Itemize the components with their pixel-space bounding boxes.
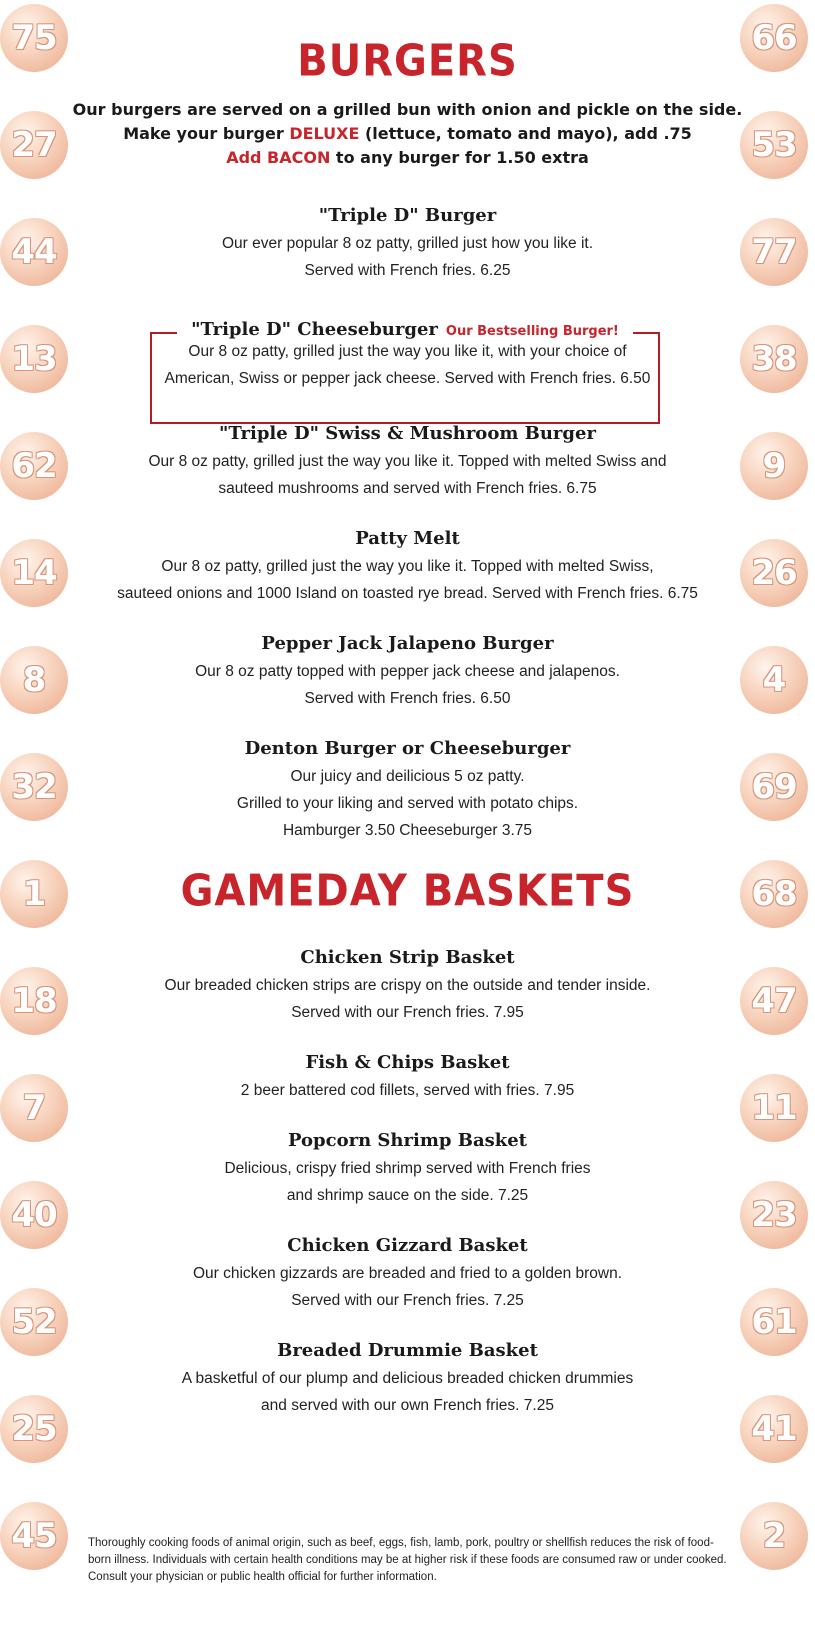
ball-left-3: 44: [0, 218, 68, 286]
item-desc: Our ever popular 8 oz patty, grilled just how you like it.: [221, 235, 594, 252]
item-name: Denton Burger or Cheeseburger: [244, 738, 571, 759]
item-desc: Our chicken gizzards are breaded and fried to a golden brown.: [192, 1265, 623, 1282]
menu-item: [100, 1337, 715, 1419]
menu-item: [100, 1127, 715, 1209]
item-name: "Triple D" Cheeseburger: [191, 319, 438, 340]
ball-right-10: 47: [740, 967, 808, 1035]
item-name: Fish & Chips Basket: [305, 1052, 510, 1073]
ball-right-8: 69: [740, 753, 808, 821]
item-desc: A basketful of our plump and delicious breaded chicken drummies: [181, 1370, 634, 1387]
menu-item: [100, 338, 715, 392]
ball-right-13: 61: [740, 1288, 808, 1356]
ball-left-2: 27: [0, 111, 68, 179]
item-desc: Hamburger 3.50 Cheeseburger 3.75: [282, 822, 532, 839]
ball-right-9: 68: [740, 860, 808, 928]
ball-right-2: 53: [740, 111, 808, 179]
ball-right-6: 26: [740, 539, 808, 607]
item-desc: sauteed mushrooms and served with French fries. 6.75: [218, 480, 597, 497]
ball-left-4: 13: [0, 325, 68, 393]
bacon-highlight: Add BACON: [226, 148, 331, 167]
item-name: "Triple D" Swiss & Mushroom Burger: [219, 423, 596, 444]
ball-right-5: 9: [740, 432, 808, 500]
item-name: Chicken Gizzard Basket: [287, 1235, 528, 1256]
item-name: Chicken Strip Basket: [300, 947, 515, 968]
item-desc: Our juicy and deilicious 5 oz patty.: [290, 768, 525, 785]
item-desc: Served with French fries. 6.50: [304, 690, 511, 707]
ball-left-6: 14: [0, 539, 68, 607]
item-desc: and served with our own French fries. 7.25: [261, 1397, 554, 1414]
item-desc: Served with our French fries. 7.25: [291, 1292, 524, 1309]
intro-line-2-a: Make your burger: [123, 124, 290, 143]
ball-right-12: 23: [740, 1181, 808, 1249]
menu-item: [90, 525, 725, 607]
item-desc: Our 8 oz patty, grilled just the way you like it. Topped with melted Swiss,: [161, 558, 654, 575]
item-name: Popcorn Shrimp Basket: [287, 1130, 527, 1151]
menu-item: [100, 630, 715, 712]
burgers-heading: BURGERS: [297, 35, 518, 87]
ball-right-7: 4: [740, 646, 808, 714]
item-desc: 2 beer battered cod fillets, served with fries. 7.95: [240, 1082, 575, 1099]
health-disclaimer: Thoroughly cooking foods of animal origin, such as beef, eggs, fish, lamb, pork, poultry or shellfish reduces the risk of food-born illness. Individuals with certain health conditions may be at higher risk if these foods are consumed raw or under cooked. Consult your physician or public health official for further information.: [88, 1537, 727, 1583]
ball-left-5: 62: [0, 432, 68, 500]
baskets-heading: GAMEDAY BASKETS: [180, 865, 635, 917]
item-desc: and shrimp sauce on the side. 7.25: [286, 1187, 529, 1204]
ball-left-9: 1: [0, 860, 68, 928]
ball-left-11: 7: [0, 1074, 68, 1142]
ball-left-13: 52: [0, 1288, 68, 1356]
ball-right-11: 11: [740, 1074, 808, 1142]
menu-item: [100, 1232, 715, 1314]
burgers-intro: [0, 98, 815, 170]
intro-line-1: Our burgers are served on a grilled bun with onion and pickle on the side.: [72, 100, 743, 119]
bestseller-tag: Our Bestselling Burger!: [445, 324, 619, 339]
item-name: Patty Melt: [355, 528, 460, 549]
ball-left-12: 40: [0, 1181, 68, 1249]
item-desc: Served with French fries. 6.25: [304, 262, 511, 279]
item-desc: Our 8 oz patty topped with pepper jack cheese and jalapenos.: [195, 663, 620, 680]
item-name: Pepper Jack Jalapeno Burger: [261, 633, 554, 654]
item-desc: Grilled to your liking and served with potato chips.: [236, 795, 579, 812]
ball-left-14: 25: [0, 1395, 68, 1463]
intro-line-2-b: (lettuce, tomato and mayo), add .75: [359, 124, 692, 143]
intro-line-2: [0, 122, 815, 146]
menu-item: [90, 420, 725, 502]
intro-line-3-b: to any burger for 1.50 extra: [330, 148, 589, 167]
item-desc: Served with our French fries. 7.95: [291, 1004, 524, 1021]
item-desc: Our 8 oz patty, grilled just the way you like it, with your choice of: [188, 343, 627, 360]
item-desc: Delicious, crispy fried shrimp served with French fries: [224, 1160, 591, 1177]
menu-item: [100, 944, 715, 1026]
menu-item: [100, 1049, 715, 1104]
ball-left-1: 75: [0, 4, 68, 72]
ball-left-7: 8: [0, 646, 68, 714]
ball-right-1: 66: [740, 4, 808, 72]
menu-item: [100, 202, 715, 284]
intro-line-3: [0, 146, 815, 170]
ball-right-14: 41: [740, 1395, 808, 1463]
ball-right-3: 77: [740, 218, 808, 286]
item-desc: sauteed onions and 1000 Island on toasted rye bread. Served with French fries. 6.75: [117, 585, 698, 602]
item-name: "Triple D" Burger: [318, 205, 497, 226]
item-desc: Our breaded chicken strips are crispy on the outside and tender inside.: [164, 977, 651, 994]
deluxe-highlight: DELUXE: [289, 124, 360, 143]
ball-left-15: 45: [0, 1502, 68, 1570]
ball-right-4: 38: [740, 325, 808, 393]
ball-left-10: 18: [0, 967, 68, 1035]
item-desc: Our 8 oz patty, grilled just the way you like it. Topped with melted Swiss and: [148, 453, 667, 470]
ball-right-15: 2: [740, 1502, 808, 1570]
menu-item: [100, 735, 715, 844]
ball-left-8: 32: [0, 753, 68, 821]
item-desc: American, Swiss or pepper jack cheese. Served with French fries. 6.50: [164, 370, 651, 387]
item-name: Breaded Drummie Basket: [277, 1340, 538, 1361]
